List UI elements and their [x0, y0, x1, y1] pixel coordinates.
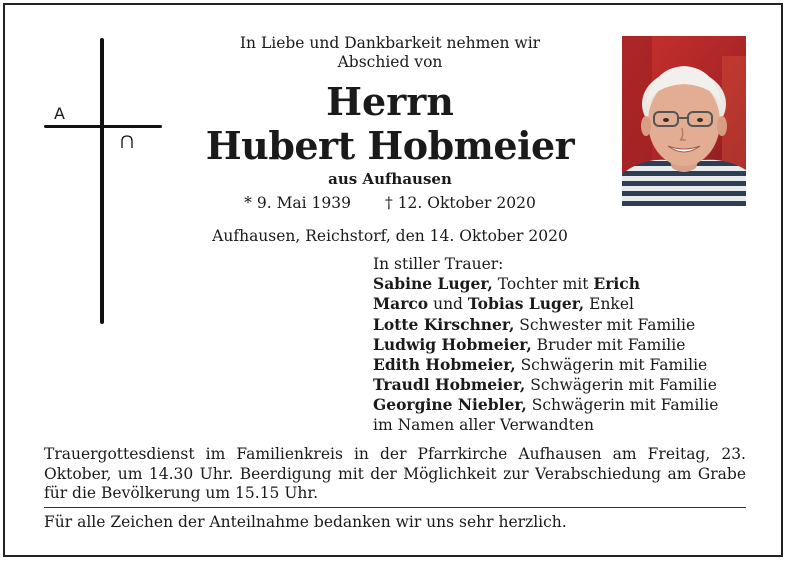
mourner-relation: Enkel	[584, 295, 634, 314]
mourner-name: Traudl Hobmeier,	[373, 375, 526, 395]
life-dates	[190, 194, 590, 212]
mourner-name: Sabine Luger,	[373, 274, 493, 294]
funeral-service-text: Trauergottesdienst im Familienkreis in der Pfarrkirche Aufhausen am Freitag, 23. Oktober, um 14.30 Uhr. Beerdigung mit der Möglichkeit zur Verabschiedung am Grabe für die Bevölkerung um 15.15 Uhr.	[44, 445, 746, 502]
thanks-text: Für alle Zeichen der Anteilnahme bedanken wir uns sehr herzlich.	[44, 513, 567, 531]
mourner-line	[373, 315, 718, 335]
divider	[44, 507, 746, 508]
mourner-line	[373, 395, 718, 415]
mourner-relation: und	[428, 295, 468, 314]
mourner-name: Erich	[593, 274, 640, 294]
mourner-relation: Schwägerin mit Familie	[526, 396, 719, 415]
cross-vertical-beam	[100, 38, 104, 324]
mourners-heading: In stiller Trauer:	[373, 255, 504, 273]
omega-symbol	[120, 134, 134, 154]
mourner-line	[373, 375, 718, 395]
deceased-name: Hubert Hobmeier	[205, 123, 575, 168]
intro-text: In Liebe und Dankbarkeit nehmen wir Abschied von	[239, 34, 541, 71]
salutation: Herrn	[326, 79, 454, 124]
mourners-list	[373, 255, 718, 435]
mourner-relation: Tochter mit	[492, 275, 594, 294]
origin: aus Aufhausen	[328, 170, 452, 188]
mourner-name: Tobias Luger,	[467, 294, 585, 314]
mourner-name: Lotte Kirschner,	[373, 314, 515, 334]
mourner-relation: Schwester mit Familie	[514, 315, 696, 334]
mourner-relation: Bruder mit Familie	[531, 335, 686, 354]
mourner-relation: Schwägerin mit Familie	[515, 356, 708, 375]
mourner-name: Marco	[373, 294, 429, 314]
alpha-symbol: A	[54, 104, 65, 123]
mourner-line	[373, 274, 718, 294]
mourner-relation: Schwägerin mit Familie	[525, 376, 717, 395]
death-date: † 12. Oktober 2020	[385, 194, 536, 212]
mourner-line	[373, 294, 718, 314]
portrait-photo	[622, 36, 746, 206]
mourner-relation: im Namen aller Verwandten	[373, 415, 594, 434]
mourner-line	[373, 416, 718, 435]
mourner-name: Georgine Niebler,	[373, 395, 527, 415]
mourner-line	[373, 335, 718, 355]
place-date: Aufhausen, Reichstorf, den 14. Oktober 2020	[212, 227, 568, 245]
cross-horizontal-beam	[44, 125, 162, 128]
birth-date: * 9. Mai 1939	[244, 194, 352, 212]
mourner-name: Ludwig Hobmeier,	[373, 334, 532, 354]
mourner-line	[373, 355, 718, 375]
mourner-name: Edith Hobmeier,	[373, 355, 516, 375]
